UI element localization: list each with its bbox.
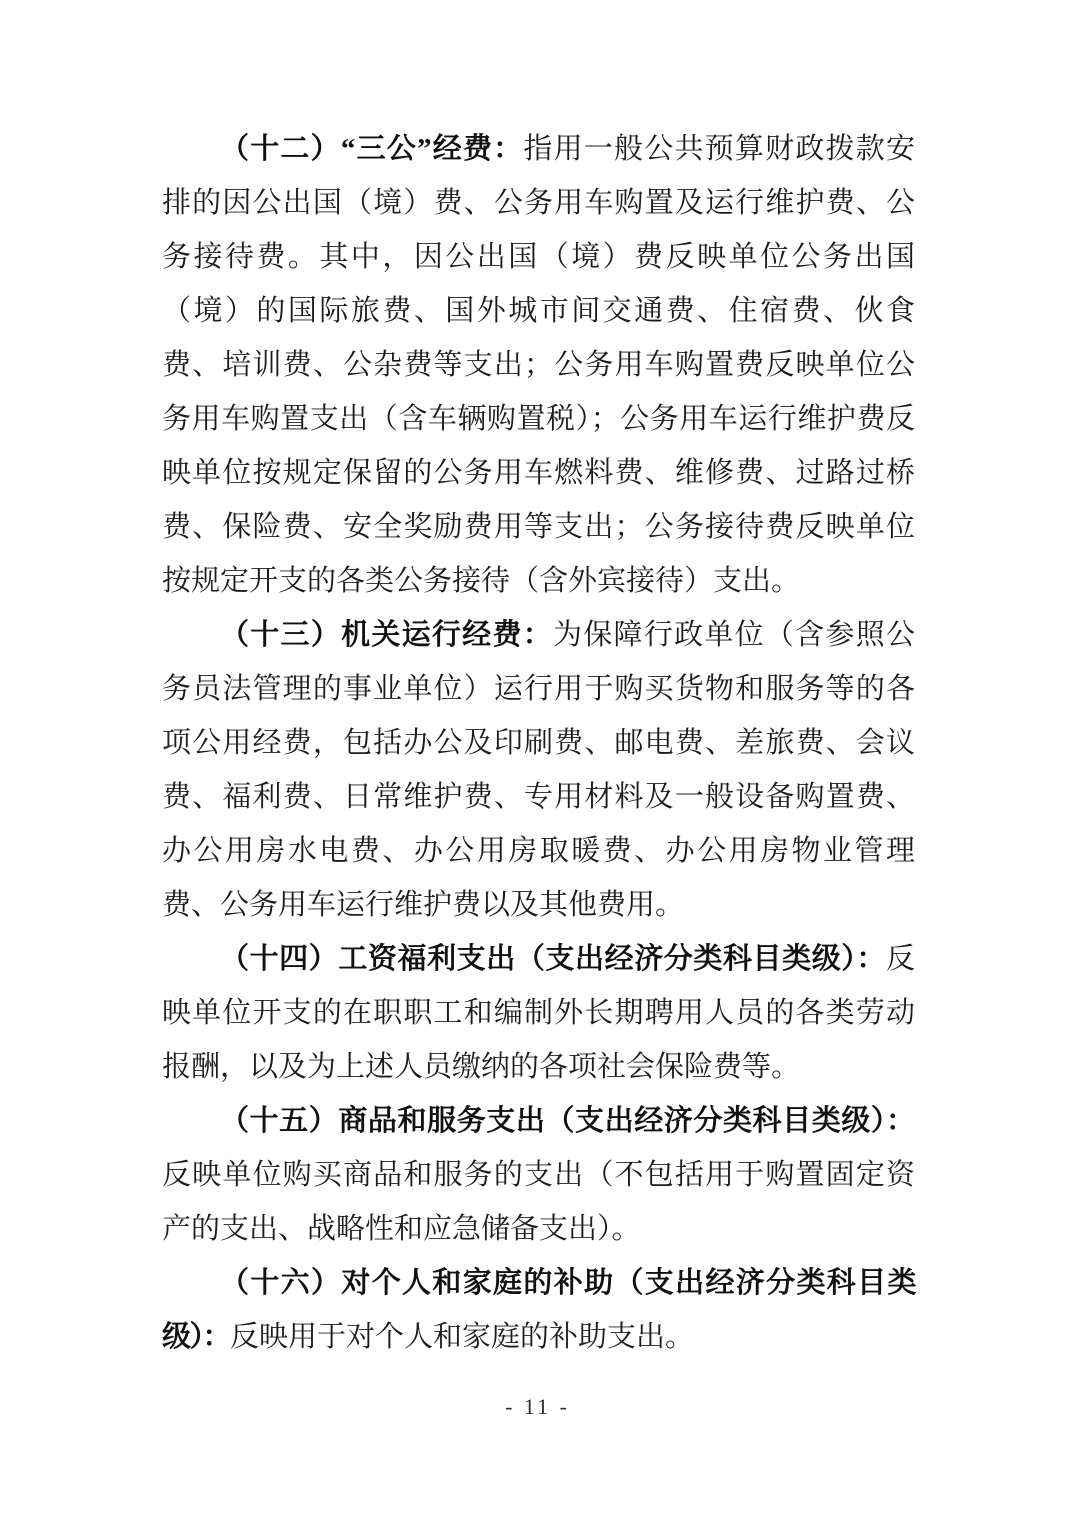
paragraph-heading: （十四）工资福利支出（支出经济分类科目类级）： (220, 943, 886, 975)
paragraph-12-sangong-funds (162, 122, 915, 608)
page-number: - 11 - (505, 1394, 570, 1419)
paragraph-heading: （十三）机关运行经费： (220, 619, 553, 651)
paragraph-15-goods-services-expenditure (162, 1094, 915, 1256)
paragraph-body: 为保障行政单位（含参照公务员法管理的事业单位）运行用于购买货物和服务等的各项公用经费，包括办公及印刷费、邮电费、差旅费、会议费、福利费、日常维护费、专用材料及一般设备购置费、办公用房水电费、办公用房取暖费、办公用房物业管理费、公务用车运行维护费以及其他费用。 (162, 619, 915, 921)
paragraph-heading: （十六）对个人和家庭的补助（支出经济分类科目类级）： (162, 1267, 915, 1353)
paragraph-body: 指用一般公共预算财政拨款安排的因公出国（境）费、公务用车购置及运行维护费、公务接待费。其中，因公出国（境）费反映单位公务出国（境）的国际旅费、国外城市间交通费、住宿费、伙食费、培训费、公杂费等支出；公务用车购置费反映单位公务用车购置支出（含车辆购置税）；公务用车运行维护费反映单位按规定保留的公务用车燃料费、维修费、过路过桥费、保险费、安全奖励费用等支出；公务接待费反映单位按规定开支的各类公务接待（含外宾接待）支出。 (162, 133, 915, 597)
paragraph-body: 反映单位购买商品和服务的支出（不包括用于购置固定资产的支出、战略性和应急储备支出）。 (162, 1159, 915, 1245)
paragraph-14-wage-welfare-expenditure (162, 932, 915, 1094)
document-body (162, 122, 915, 1364)
paragraph-body: 反映用于对个人和家庭的补助支出。 (230, 1321, 695, 1353)
paragraph-heading: （十五）商品和服务支出（支出经济分类科目类级）： (220, 1105, 915, 1137)
paragraph-16-individual-family-subsidy (162, 1256, 915, 1364)
paragraph-body: 反映单位开支的在职职工和编制外长期聘用人员的各类劳动报酬，以及为上述人员缴纳的各项社会保险费等。 (162, 943, 915, 1083)
paragraph-13-agency-operating-funds (162, 608, 915, 932)
paragraph-heading: （十二）“三公”经费： (220, 133, 524, 165)
